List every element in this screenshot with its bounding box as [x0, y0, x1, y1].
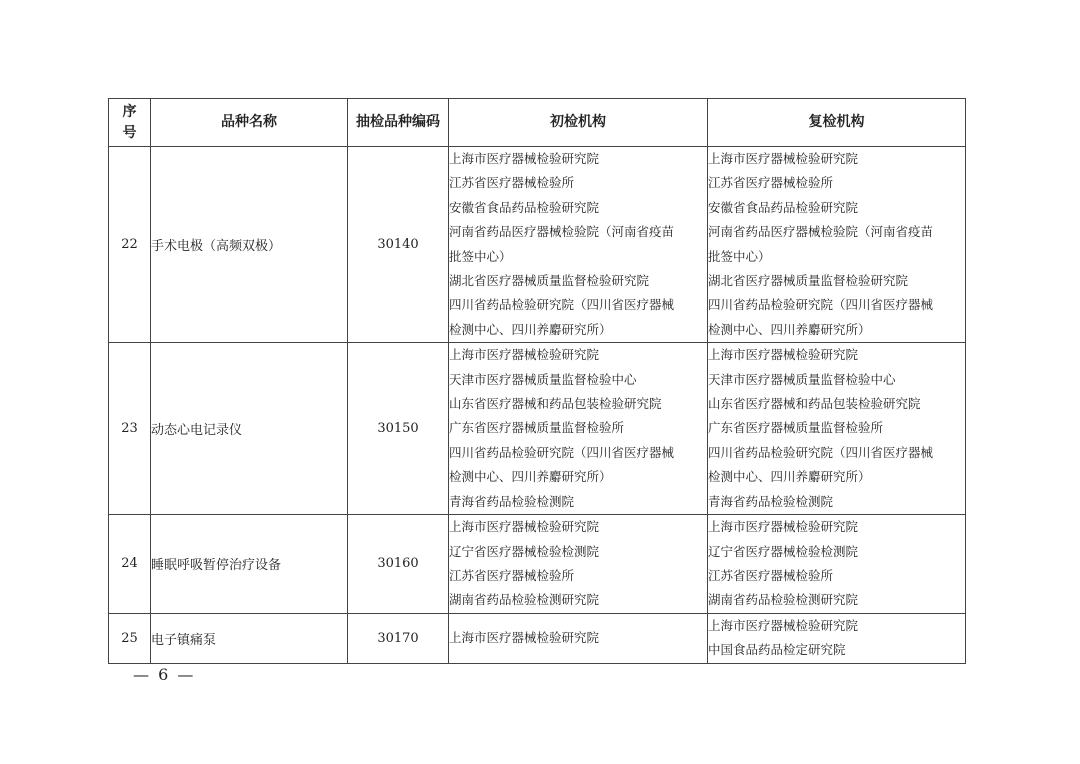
initial-org-line: 广东省医疗器械质量监督检验所 — [449, 420, 625, 436]
recheck-org-line: 上海市医疗器械检验研究院 — [708, 151, 859, 166]
recheck-org-line: 广东省医疗器械质量监督检验所 — [708, 420, 884, 436]
table-row — [109, 515, 966, 614]
initial-org-line: 湖南省药品检验检测研究院 — [449, 592, 600, 608]
table-row — [109, 343, 966, 515]
recheck-org-line: 江苏省医疗器械检验所 — [708, 175, 834, 191]
recheck-org-line: 河南省药品医疗器械检验院（河南省疫苗 — [708, 224, 934, 240]
table-header-row — [109, 99, 966, 147]
row-initial-orgs — [449, 343, 708, 515]
row-code: 30170 — [348, 613, 449, 663]
initial-org-line: 批签中心） — [449, 248, 512, 264]
header-code — [348, 99, 449, 147]
recheck-org-line: 中国食品药品检定研究院 — [708, 642, 846, 658]
initial-org-line: 上海市医疗器械检验研究院 — [449, 629, 600, 645]
table-row — [109, 147, 966, 343]
recheck-org-line: 江苏省医疗器械检验所 — [708, 567, 834, 583]
initial-org-line: 四川省药品检验研究院（四川省医疗器械 — [449, 297, 675, 313]
initial-org-line: 辽宁省医疗器械检验检测院 — [449, 543, 600, 559]
row-product-name: 手术电极（高频双极） — [151, 147, 348, 343]
recheck-org-line: 四川省药品检验研究院（四川省医疗器械 — [708, 444, 934, 460]
row-initial-orgs — [449, 515, 708, 614]
initial-org-line: 检测中心、四川养麝研究所） — [449, 469, 612, 485]
initial-org-line: 安徽省食品药品检验研究院 — [449, 199, 600, 215]
row-recheck-orgs — [708, 343, 966, 515]
row-code: 30150 — [348, 343, 449, 515]
recheck-org-line: 上海市医疗器械检验研究院 — [708, 519, 859, 535]
initial-org-line: 江苏省医疗器械检验所 — [449, 175, 575, 191]
recheck-org-line: 批签中心） — [708, 248, 771, 264]
row-seq: 24 — [109, 515, 151, 614]
row-initial-orgs — [449, 147, 708, 343]
recheck-org-line: 山东省医疗器械和药品包装检验研究院 — [708, 396, 921, 412]
inspection-table — [108, 98, 966, 664]
initial-org-line: 上海市医疗器械检验研究院 — [449, 151, 600, 166]
recheck-org-line: 湖北省医疗器械质量监督检验研究院 — [708, 273, 909, 289]
initial-org-line: 河南省药品医疗器械检验院（河南省疫苗 — [449, 224, 675, 240]
row-seq: 23 — [109, 343, 151, 515]
recheck-org-line: 上海市医疗器械检验研究院 — [708, 347, 859, 363]
recheck-org-line: 四川省药品检验研究院（四川省医疗器械 — [708, 297, 934, 313]
recheck-org-line: 检测中心、四川养麝研究所） — [708, 469, 871, 485]
initial-org-line: 湖北省医疗器械质量监督检验研究院 — [449, 273, 650, 289]
header-seq — [109, 99, 151, 147]
row-code: 30160 — [348, 515, 449, 614]
row-code: 30140 — [348, 147, 449, 343]
row-seq: 25 — [109, 613, 151, 663]
initial-org-line: 山东省医疗器械和药品包装检验研究院 — [449, 396, 662, 412]
row-recheck-orgs — [708, 515, 966, 614]
row-product-name: 动态心电记录仪 — [151, 343, 348, 515]
initial-org-line: 检测中心、四川养麝研究所） — [449, 321, 612, 337]
page-number: — 6 — — [133, 665, 196, 684]
row-product-name: 睡眠呼吸暂停治疗设备 — [151, 515, 348, 614]
recheck-org-line: 安徽省食品药品检验研究院 — [708, 199, 859, 215]
row-seq: 22 — [109, 147, 151, 343]
recheck-org-line: 天津市医疗器械质量监督检验中心 — [708, 371, 896, 387]
recheck-org-line: 青海省药品检验检测院 — [708, 493, 834, 509]
header-recheck: 复检机构 — [708, 99, 966, 147]
header-name: 品种名称 — [151, 99, 348, 147]
row-recheck-orgs — [708, 613, 966, 663]
initial-org-line: 青海省药品检验检测院 — [449, 493, 575, 509]
initial-org-line: 上海市医疗器械检验研究院 — [449, 519, 600, 535]
initial-org-line: 天津市医疗器械质量监督检验中心 — [449, 371, 637, 387]
row-initial-orgs — [449, 613, 708, 663]
initial-org-line: 江苏省医疗器械检验所 — [449, 567, 575, 583]
recheck-org-line: 检测中心、四川养麝研究所） — [708, 321, 871, 337]
row-recheck-orgs — [708, 147, 966, 343]
initial-org-line: 四川省药品检验研究院（四川省医疗器械 — [449, 444, 675, 460]
header-code-label: 抽检品种编码 — [356, 114, 440, 130]
row-product-name: 电子镇痛泵 — [151, 613, 348, 663]
recheck-org-line: 辽宁省医疗器械检验检测院 — [708, 543, 859, 559]
recheck-org-line: 上海市医疗器械检验研究院 — [708, 617, 859, 633]
initial-org-line: 上海市医疗器械检验研究院 — [449, 347, 600, 363]
header-initial: 初检机构 — [449, 99, 708, 147]
table-row — [109, 613, 966, 663]
recheck-org-line: 湖南省药品检验检测研究院 — [708, 592, 859, 608]
header-seq-label: 序号 — [122, 103, 137, 141]
